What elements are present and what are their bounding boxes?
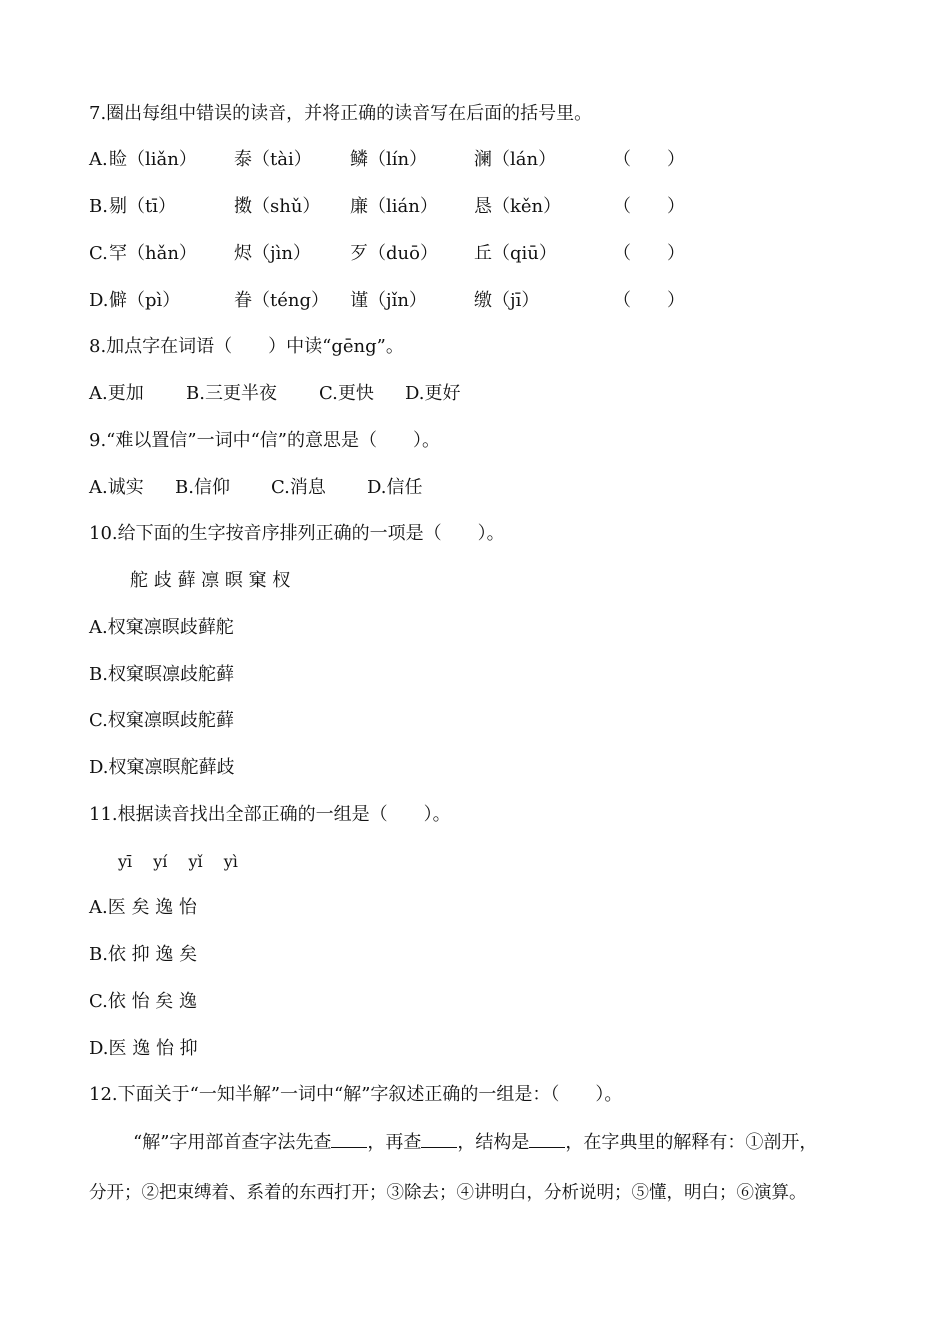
option-item: 歹（duō） (350, 243, 438, 264)
option-item: 罕（hǎn） (109, 243, 197, 264)
option-c: C.更快 (319, 383, 374, 404)
option-b: B.三更半夜 (186, 383, 277, 404)
q12-text: “解”字用部首查字法先查 (133, 1132, 332, 1153)
option-item: 谨（jǐn） (350, 290, 427, 311)
q12-passage-line-1 (133, 1129, 893, 1155)
option-label: B. (89, 196, 108, 217)
q7-option-a (89, 148, 849, 172)
q10-option-c: C.杈窠凛暝歧舵藓 (89, 710, 234, 731)
q12-passage-line-2: 分开；②把束缚着、系着的东西打开；③除去；④讲明白，分析说明；⑤懂，明白；⑥演算。 (89, 1183, 807, 1203)
q10-option-a: A.杈窠凛暝歧藓舵 (89, 617, 234, 638)
answer-bracket: （ ） (613, 196, 685, 217)
option-d: D.信任 (367, 477, 423, 498)
q11-option-b: B.依 抑 逸 矣 (89, 944, 198, 965)
option-label: C. (89, 243, 108, 264)
option-item: 鳞（lín） (350, 149, 428, 170)
q7-option-c (89, 242, 849, 266)
option-a: A.诚实 (89, 477, 144, 498)
option-label: D. (89, 290, 109, 311)
q12-blank-radical (331, 1129, 367, 1148)
q8-options (89, 382, 849, 406)
q12-text: ，再查 (367, 1132, 422, 1153)
q10-chars: 舵 歧 藓 凛 暝 窠 杈 (130, 570, 291, 591)
q12-text: ，在字典里的解释有：①剖开， (565, 1132, 818, 1153)
option-item: 烬（jìn） (234, 243, 311, 264)
option-item: 廉（lián） (350, 196, 438, 217)
q10-option-b: B.杈窠暝凛歧舵藓 (89, 664, 234, 685)
q12-stem: 12.下面关于“一知半解”一词中“解”字叙述正确的一组是：（ ）。 (89, 1084, 623, 1105)
option-item: 丘（qiū） (474, 243, 557, 264)
q12-blank-strokes (421, 1129, 457, 1148)
q10-option-d: D.杈窠凛暝舵藓歧 (89, 757, 235, 778)
q12-text: ，结构是 (457, 1132, 530, 1153)
option-b: B.信仰 (175, 477, 230, 498)
q9-stem: 9.“难以置信”一词中“信”的意思是（ ）。 (89, 430, 440, 451)
q7-stem: 7.圈出每组中错误的读音，并将正确的读音写在后面的括号里。 (89, 103, 593, 124)
option-c: C.消息 (271, 477, 326, 498)
q11-option-c: C.依 怡 矣 逸 (89, 991, 198, 1012)
option-item: 泰（tài） (234, 149, 312, 170)
answer-bracket: （ ） (613, 149, 685, 170)
q11-stem: 11.根据读音找出全部正确的一组是（ ）。 (89, 804, 451, 825)
q9-options (89, 476, 849, 500)
option-item: 僻（pì） (109, 290, 181, 311)
option-a: A.更加 (89, 383, 144, 404)
q8-stem: 8.加点字在词语（ ）中读“gēng”。 (89, 336, 404, 357)
option-item: 睑（liǎn） (109, 149, 197, 170)
answer-bracket: （ ） (613, 243, 685, 264)
option-item: 澜（lán） (474, 149, 557, 170)
q11-option-a: A.医 矣 逸 怡 (89, 897, 197, 918)
option-d: D.更好 (405, 383, 461, 404)
q11-pinyin: yī yí yǐ yì (118, 852, 238, 871)
q10-stem: 10.给下面的生字按音序排列正确的一项是（ ）。 (89, 523, 505, 544)
option-label: A. (89, 149, 108, 170)
option-item: 眷（téng） (234, 290, 330, 311)
q7-option-b (89, 195, 849, 219)
answer-bracket: （ ） (613, 290, 685, 311)
option-item: 缴（jī） (474, 290, 540, 311)
q12-blank-structure (529, 1129, 565, 1148)
q11-option-d: D.医 逸 怡 抑 (89, 1038, 198, 1059)
q7-option-d (89, 289, 849, 313)
option-item: 恳（kěn） (474, 196, 562, 217)
option-item: 擞（shǔ） (234, 196, 321, 217)
option-item: 剔（tī） (109, 196, 176, 217)
